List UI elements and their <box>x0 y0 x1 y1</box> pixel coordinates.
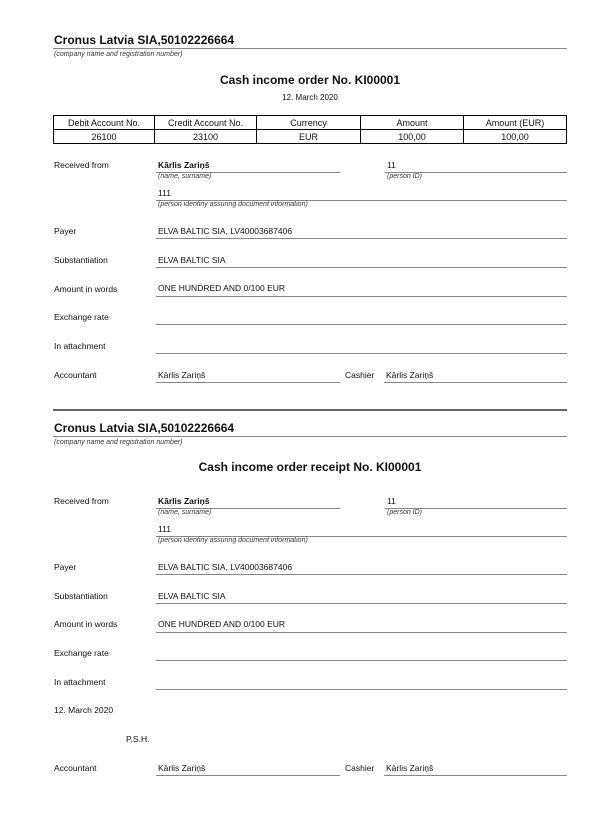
header-debit-account: Debit Account No. <box>54 116 155 130</box>
receipt-amount-words-label: Amount in words <box>54 619 118 629</box>
receipt-amount-words-value: ONE HUNDRED AND 0/100 EUR <box>158 619 286 629</box>
doc-info: 111 <box>158 188 171 198</box>
cell-currency: EUR <box>257 130 361 144</box>
person-id: 11 <box>387 160 396 170</box>
cell-credit-account: 23100 <box>155 130 257 144</box>
cell-debit-account: 26100 <box>54 130 155 144</box>
receipt-divider <box>53 436 567 437</box>
substantiation-line <box>156 267 567 268</box>
receipt-accountant-line <box>156 775 340 776</box>
amount-words-label: Amount in words <box>54 284 118 294</box>
receipt-attachment-label: In attachment <box>54 677 106 687</box>
receipt-exchange-rate-line <box>156 660 567 661</box>
attachment-line <box>156 353 567 354</box>
payer-value: ELVA BALTIC SIA, LV40003687406 <box>158 226 293 236</box>
receipt-accountant-label: Accountant <box>54 763 97 773</box>
company-name: Cronus Latvia SIA,50102226664 <box>54 33 235 47</box>
doc-info-hint: (person identiny assuring document information) <box>158 201 308 208</box>
receipt-substantiation-value: ELVA BALTIC SIA <box>158 591 226 601</box>
document-date: 12. March 2020 <box>282 93 338 102</box>
receipt-doc-info-hint: (person identiny assuring document information) <box>158 537 308 544</box>
receipt-payer-line <box>156 574 567 575</box>
receipt-person-id-hint: (person ID) <box>387 509 423 516</box>
receipt-company-name: Cronus Latvia SIA,50102226664 <box>54 421 235 435</box>
amount-words-value: ONE HUNDRED AND 0/100 EUR <box>158 283 286 293</box>
name-hint: (name, surname) <box>158 173 212 180</box>
company-hint: (company name and registration number) <box>54 51 183 58</box>
receipt-cashier-line <box>384 775 567 776</box>
cashier-line <box>384 382 567 383</box>
header-amount-eur: Amount (EUR) <box>464 116 567 130</box>
receipt-substantiation-line <box>156 603 567 604</box>
header-currency: Currency <box>257 116 361 130</box>
receipt-attachment-line <box>156 689 567 690</box>
amount-words-line <box>156 296 567 297</box>
substantiation-label: Substantiation <box>54 255 108 265</box>
accounts-table <box>53 115 567 144</box>
divider <box>53 48 567 49</box>
header-credit-account: Credit Account No. <box>155 116 257 130</box>
receipt-company-hint: (company name and registration number) <box>54 439 183 446</box>
receipt-cashier-label: Cashier <box>345 763 375 773</box>
receipt-psh: P.S.H. <box>126 734 150 744</box>
receipt-payer-label: Payer <box>54 562 77 572</box>
receipt-accountant-value: Kārlis Zariņš <box>158 763 206 773</box>
accountant-line <box>156 382 340 383</box>
receipt-person-id: 11 <box>387 496 396 506</box>
receipt-doc-info: 111 <box>158 524 171 534</box>
exchange-rate-line <box>156 324 567 325</box>
attachment-label: In attachment <box>54 341 106 351</box>
accountant-label: Accountant <box>54 370 97 380</box>
receipt-cashier-value: Kārlis Zariņš <box>386 763 434 773</box>
table-header-row <box>54 116 567 130</box>
exchange-rate-label: Exchange rate <box>54 312 109 322</box>
person-id-hint: (person ID) <box>387 173 423 180</box>
payer-label: Payer <box>54 226 77 236</box>
cell-amount: 100,00 <box>361 130 464 144</box>
cell-amount-eur: 100,00 <box>464 130 567 144</box>
table-row <box>54 130 567 144</box>
received-from-label: Received from <box>54 160 109 170</box>
header-amount: Amount <box>361 116 464 130</box>
payer-line <box>156 238 567 239</box>
cashier-label: Cashier <box>345 370 375 380</box>
section-separator <box>53 409 567 411</box>
document-title: Cash income order No. KI00001 <box>219 73 401 87</box>
substantiation-value: ELVA BALTIC SIA <box>158 255 226 265</box>
receipt-title: Cash income order receipt No. KI00001 <box>198 460 422 474</box>
cashier-value: Kārlis Zariņš <box>386 370 434 380</box>
accountant-value: Kārlis Zariņš <box>158 370 206 380</box>
receipt-received-from-label: Received from <box>54 496 109 506</box>
receipt-received-from-name: Kārlis Zariņš <box>158 496 210 506</box>
receipt-amount-words-line <box>156 632 567 633</box>
received-from-name: Kārlis Zariņš <box>158 160 210 170</box>
receipt-date: 12. March 2020 <box>54 705 114 715</box>
receipt-name-hint: (name, surname) <box>158 509 212 516</box>
receipt-exchange-rate-label: Exchange rate <box>54 648 109 658</box>
receipt-substantiation-label: Substantiation <box>54 591 108 601</box>
receipt-payer-value: ELVA BALTIC SIA, LV40003687406 <box>158 562 293 572</box>
